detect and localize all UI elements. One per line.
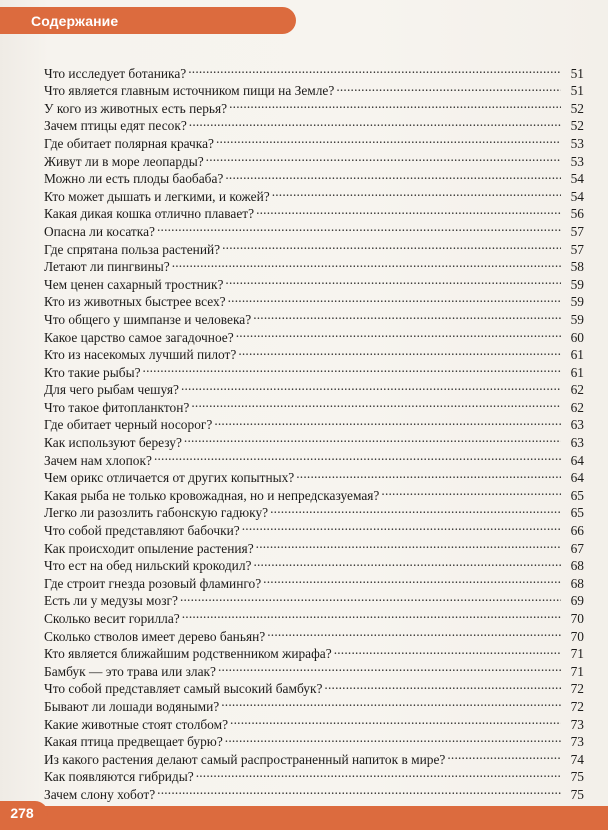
toc-dot-leader — [143, 359, 561, 377]
toc-dot-leader — [230, 711, 561, 729]
toc-dot-leader — [228, 289, 561, 307]
toc-entry-page: 52 — [570, 100, 584, 116]
section-title: Содержание — [31, 13, 119, 29]
toc-entry-page: 63 — [570, 435, 584, 451]
toc-entry-page: 65 — [570, 505, 584, 521]
toc-dot-leader — [181, 377, 561, 395]
toc-entry-page: 75 — [570, 786, 584, 802]
toc-entry-page: 53 — [570, 153, 584, 169]
toc-entry-title: Сколько весит горилла? — [44, 611, 180, 626]
toc-dot-leader — [157, 781, 561, 799]
toc-dot-leader — [253, 553, 561, 571]
toc-entry-page: 60 — [570, 329, 584, 345]
toc-dot-leader — [272, 183, 561, 201]
toc-entry-page: 52 — [570, 118, 584, 134]
toc-dot-leader — [324, 676, 561, 694]
toc-dot-leader — [196, 764, 561, 782]
toc-dot-leader — [189, 113, 561, 131]
toc-entry-title: Кто является ближайшим родственником жирафа? — [44, 646, 332, 662]
toc-entry-title: Где обитает черный носорог? — [44, 417, 213, 433]
toc-entry — [44, 60, 584, 81]
toc-entry-page: 68 — [570, 558, 584, 574]
toc-entry-page: 62 — [570, 382, 584, 398]
toc-dot-leader — [296, 465, 561, 483]
toc-entry-title: Чем ценен сахарный тростник? — [44, 276, 224, 292]
toc-entry-page: 66 — [570, 523, 584, 539]
toc-entry-title: Какое царство самое загадочное? — [44, 329, 234, 345]
toc-dot-leader — [236, 324, 561, 342]
toc-entry-title: Где строит гнезда розовый фламинго? — [44, 575, 262, 591]
toc-entry-title: Что собой представляют бабочки? — [44, 523, 240, 539]
toc-entry-page: 64 — [570, 470, 584, 486]
toc-entry-title: Зачем слону хобот? — [44, 786, 156, 802]
toc-entry-page: 68 — [570, 575, 584, 591]
toc-entry-page: 74 — [570, 751, 584, 767]
toc-dot-leader — [182, 605, 561, 623]
toc-dot-leader — [447, 746, 561, 764]
toc-entry-title: Кто из животных быстрее всех? — [44, 294, 226, 310]
toc-dot-leader — [263, 570, 561, 588]
page-number: 278 — [10, 805, 34, 821]
toc-entry-page: 57 — [570, 223, 584, 239]
toc-entry-title: Что такое фитопланктон? — [44, 399, 190, 415]
toc-dot-leader — [256, 535, 561, 553]
toc-entry-page: 54 — [570, 171, 584, 187]
toc-entry-title: Для чего рыбам чешуя? — [44, 382, 179, 398]
toc-entry-title: Можно ли есть плоды баобаба? — [44, 171, 224, 187]
toc-entry-title: Летают ли пингвины? — [44, 259, 170, 275]
toc-entry-page: 57 — [570, 241, 584, 257]
toc-entry-title: Какая рыба не только кровожадная, но и непредсказуемая? — [44, 487, 380, 503]
toc-dot-leader — [218, 658, 561, 676]
toc-entry-title: Что является главным источником пищи на Земле? — [44, 83, 335, 99]
toc-entry-title: Чем орикс отличается от других копытных? — [44, 470, 295, 486]
toc-entry-page: 59 — [570, 294, 584, 310]
toc-entry-title: Что собой представляет самый высокий бамбук? — [44, 681, 323, 697]
toc-entry-title: Какая дикая кошка отлично плавает? — [44, 206, 255, 222]
toc-entry-title: Какая птица предвещает бурю? — [44, 734, 223, 750]
section-header-bar — [0, 7, 296, 34]
toc-entry-page: 73 — [570, 716, 584, 732]
toc-entry-page: 67 — [570, 540, 584, 556]
toc-entry-title: Бамбук — это трава или злак? — [44, 663, 216, 679]
toc-entry-page: 61 — [570, 364, 584, 380]
toc-dot-leader — [191, 394, 561, 412]
toc-dot-leader — [216, 130, 561, 148]
toc-entry-page: 59 — [570, 276, 584, 292]
toc-entry-title: Сколько стволов имеет дерево баньян? — [44, 628, 266, 644]
toc-entry-page: 69 — [570, 593, 584, 609]
toc-dot-leader — [225, 729, 561, 747]
toc-dot-leader — [270, 500, 561, 518]
toc-entry-page: 61 — [570, 347, 584, 363]
toc-dot-leader — [157, 218, 561, 236]
toc-entry-title: Кто может дышать и легкими, и кожей? — [44, 188, 270, 204]
toc-entry-title: Как используют березу? — [44, 435, 182, 451]
toc-entry-page: 59 — [570, 311, 584, 327]
toc-entry-title: Зачем нам хлопок? — [44, 452, 152, 468]
toc-entry-page: 70 — [570, 611, 584, 626]
toc-entry-page: 70 — [570, 628, 584, 644]
toc-dot-leader — [238, 342, 561, 360]
toc-dot-leader — [336, 78, 561, 96]
toc-entry-page: 58 — [570, 259, 584, 275]
toc-dot-leader — [381, 482, 561, 500]
toc-dot-leader — [188, 60, 561, 78]
toc-dot-leader — [225, 271, 561, 289]
toc-entry-title: Живут ли в море леопарды? — [44, 153, 204, 169]
toc-entry-title: У кого из животных есть перья? — [44, 100, 228, 116]
toc-entry-page: 72 — [570, 681, 584, 697]
footer-bar — [0, 806, 608, 830]
toc-dot-leader — [256, 201, 561, 219]
toc-entry-title: Как появляются гибриды? — [44, 769, 194, 785]
toc-entry-page: 71 — [570, 663, 584, 679]
toc-entry-title: Бывают ли лошади водяными? — [44, 698, 220, 714]
toc-entry-title: Где обитает полярная крачка? — [44, 135, 214, 151]
table-of-contents — [44, 60, 584, 802]
toc-entry-page: 51 — [570, 65, 584, 81]
toc-entry-title: Где спрятана польза растений? — [44, 241, 221, 257]
toc-entry-page: 73 — [570, 734, 584, 750]
toc-dot-leader — [222, 236, 561, 254]
toc-entry-title: Опасна ли косатка? — [44, 223, 155, 239]
toc-entry-page: 64 — [570, 452, 584, 468]
toc-dot-leader — [334, 641, 561, 659]
toc-entry-title: Что исследует ботаника? — [44, 65, 187, 81]
toc-entry-title: Легко ли разозлить габонскую гадюку? — [44, 505, 269, 521]
toc-entry-title: Какие животные стоят столбом? — [44, 716, 229, 732]
toc-entry-page: 51 — [570, 83, 584, 99]
toc-dot-leader — [267, 623, 561, 641]
toc-entry-page: 71 — [570, 646, 584, 662]
toc-dot-leader — [184, 429, 561, 447]
toc-dot-leader — [242, 517, 561, 535]
toc-dot-leader — [180, 588, 561, 606]
toc-dot-leader — [225, 166, 561, 184]
toc-entry-page: 75 — [570, 769, 584, 785]
toc-dot-leader — [214, 412, 561, 430]
toc-entry-page: 63 — [570, 417, 584, 433]
toc-entry-title: Из какого растения делают самый распространенный напиток в мире? — [44, 751, 446, 767]
toc-entry-page: 53 — [570, 135, 584, 151]
toc-entry-page: 62 — [570, 399, 584, 415]
toc-entry-title: Как происходит опыление растения? — [44, 540, 254, 556]
toc-entry-page: 65 — [570, 487, 584, 503]
toc-entry-title: Что ест на обед нильский крокодил? — [44, 558, 252, 574]
toc-dot-leader — [221, 693, 561, 711]
toc-dot-leader — [229, 95, 561, 113]
toc-entry-title: Что общего у шимпанзе и человека? — [44, 311, 252, 327]
toc-entry-page: 56 — [570, 206, 584, 222]
toc-entry-title: Кто такие рыбы? — [44, 364, 141, 380]
toc-dot-leader — [172, 254, 561, 272]
toc-entry-page: 72 — [570, 698, 584, 714]
toc-entry-page: 54 — [570, 188, 584, 204]
toc-entry-title: Кто из насекомых лучший пилот? — [44, 347, 237, 363]
toc-dot-leader — [154, 447, 561, 465]
toc-entry-title: Есть ли у медузы мозг? — [44, 593, 178, 609]
toc-dot-leader — [253, 306, 561, 324]
toc-entry-title: Зачем птицы едят песок? — [44, 118, 187, 134]
toc-dot-leader — [206, 148, 561, 166]
